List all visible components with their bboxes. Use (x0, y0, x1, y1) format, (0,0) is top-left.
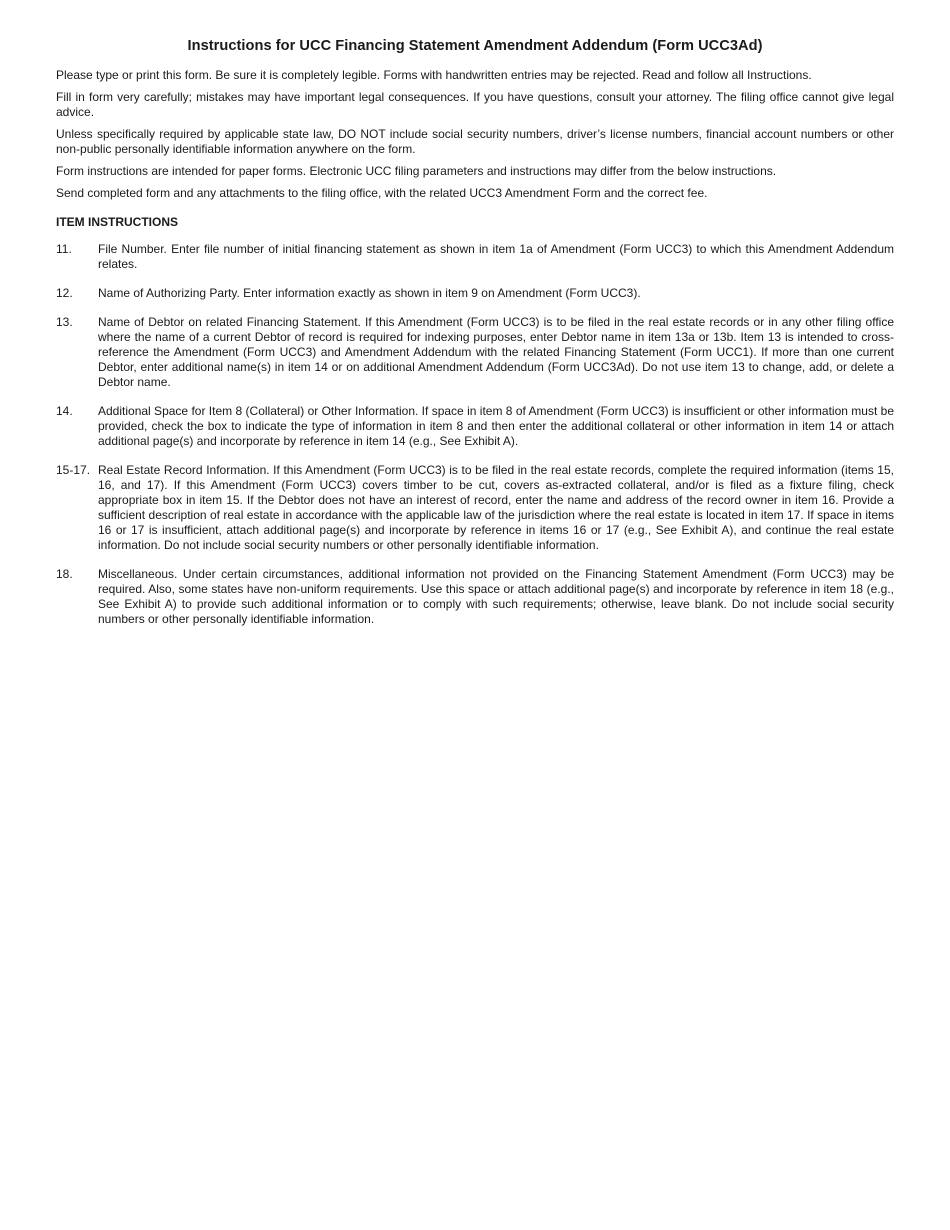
instruction-item (56, 315, 894, 390)
item-instructions-list (56, 242, 894, 627)
instructions-page (56, 38, 894, 641)
page-title: Instructions for UCC Financing Statement Amendment Addendum (Form UCC3Ad) (187, 38, 763, 54)
item-number: 11. (56, 242, 72, 256)
item-number: 15-17. (56, 463, 91, 477)
intro-paragraph: Please type or print this form. Be sure it is completely legible. Forms with handwritten entries may be rejected. Read and follow all Instructions. (56, 68, 812, 82)
item-number: 18. (56, 567, 73, 581)
instruction-item (56, 286, 894, 301)
item-number: 13. (56, 315, 73, 329)
item-number: 14. (56, 404, 73, 418)
item-text: Additional Space for Item 8 (Collateral) or Other Information. If space in item 8 of Amendment (Form UCC3) is insufficient or other information must be provided, check the box to indicate the type of information in item 8 and then enter the additional collateral or other information in item 14 or attach additional page(s) and incorporate by reference in item 14 (e.g., See Exhibit A). (98, 404, 894, 448)
section-heading: ITEM INSTRUCTIONS (56, 215, 178, 229)
item-text: File Number. Enter file number of initial financing statement as shown in item 1a of Amendment (Form UCC3) to which this Amendment Addendum relates. (98, 242, 894, 271)
item-text: Name of Debtor on related Financing Statement. If this Amendment (Form UCC3) is to be filed in the real estate records or in any other filing office where the name of a current Debtor of record is required for indexing purposes, enter Debtor name in item 13a or 13b. Item 13 is intended to cross-reference the Amendment (Form UCC3) and Amendment Addendum with the related Financing Statement (Form UCC1). If more than one current Debtor, enter additional name(s) in item 14 or on additional Amendment Addendum (Form UCC3Ad). Do not use item 13 to change, add, or delete a Debtor name. (98, 315, 894, 389)
intro-section (56, 68, 894, 201)
item-text: Real Estate Record Information. If this Amendment (Form UCC3) is to be filed in the real estate records, complete the required information (items 15, 16, and 17). If this Amendment (Form UCC3) covers timber to be cut, covers as-extracted collateral, and/or is filed as a fixture filing, check appropriate box in item 15. If the Debtor does not have an interest of record, enter the name and address of the record owner in item 16. Provide a sufficient description of real estate in accordance with the applicable law of the jurisdiction where the real estate is located in item 17. If space in items 16 or 17 is insufficient, attach additional page(s) and incorporate by reference in items 16 or 17 (e.g., See Exhibit A), and continue the real estate information. Do not include social security numbers or other personally identifiable information. (98, 463, 894, 552)
item-text: Miscellaneous. Under certain circumstances, additional information not provided on the Financing Statement Amendment (Form UCC3) may be required. Also, some states have non-uniform requirements. Use this space or attach additional page(s) and incorporate by reference in item 18 (e.g., See Exhibit A) to provide such additional information or to comply with such requirements; otherwise, leave blank. Do not include social security numbers or other personally identifiable information. (98, 567, 894, 626)
instruction-item (56, 404, 894, 449)
intro-paragraph: Send completed form and any attachments to the filing office, with the related UCC3 Amendment Form and the correct fee. (56, 186, 708, 200)
instruction-item (56, 463, 894, 553)
intro-paragraph: Form instructions are intended for paper forms. Electronic UCC filing parameters and instructions may differ from the below instructions. (56, 164, 777, 178)
intro-paragraph: Unless specifically required by applicable state law, DO NOT include social security numbers, driver’s license numbers, financial account numbers or other non-public personally identifiable information anywhere on the form. (56, 127, 894, 156)
item-number: 12. (56, 286, 73, 300)
instruction-item (56, 242, 894, 272)
instruction-item (56, 567, 894, 627)
intro-paragraph: Fill in form very carefully; mistakes may have important legal consequences. If you have questions, consult your attorney. The filing office cannot give legal advice. (56, 90, 894, 119)
item-text: Name of Authorizing Party. Enter information exactly as shown in item 9 on Amendment (Form UCC3). (98, 286, 641, 300)
